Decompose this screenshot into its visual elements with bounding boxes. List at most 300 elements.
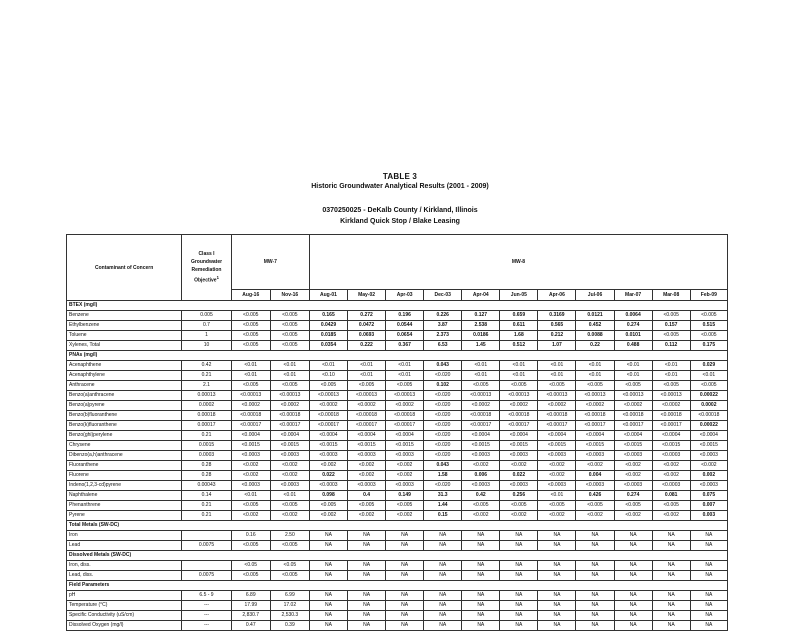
result-value: NA — [348, 561, 386, 571]
result-value: <0.020 — [424, 371, 462, 381]
result-value: <0.0015 — [576, 441, 614, 451]
result-value: NA — [576, 601, 614, 611]
result-value: <0.005 — [231, 541, 270, 551]
table-row — [67, 391, 728, 401]
result-value: <0.01 — [309, 361, 347, 371]
result-value: <0.005 — [500, 381, 538, 391]
result-value: <0.00013 — [500, 391, 538, 401]
section-label: PNAs (mg/l) — [67, 351, 728, 361]
result-value: <0.020 — [424, 451, 462, 461]
result-value: <0.002 — [538, 461, 576, 471]
result-value: <0.0003 — [538, 481, 576, 491]
result-value: 0.0121 — [576, 311, 614, 321]
result-value: <0.0002 — [614, 401, 652, 411]
result-value: NA — [652, 541, 690, 551]
result-value: 2.50 — [270, 531, 309, 541]
result-value: <0.0003 — [652, 451, 690, 461]
contaminant-header: Contaminant of Concern — [67, 235, 182, 301]
contaminant-name: Iron, diss. — [67, 561, 182, 571]
result-value: <0.002 — [538, 471, 576, 481]
result-value: <0.0002 — [270, 401, 309, 411]
result-value: 0.47 — [231, 621, 270, 631]
result-value: 0.0472 — [348, 321, 386, 331]
result-value: <0.00018 — [500, 411, 538, 421]
site-id: 0370250025 - DeKalb County / Kirkland, Illinois — [322, 207, 478, 214]
result-value: <0.01 — [538, 371, 576, 381]
result-value: <0.005 — [652, 311, 690, 321]
objective-value: 6.5 - 9 — [182, 591, 231, 601]
result-value: <0.0015 — [231, 441, 270, 451]
result-value: NA — [386, 571, 424, 581]
result-value: <0.00018 — [386, 411, 424, 421]
result-value: <0.005 — [231, 321, 270, 331]
table-row — [67, 571, 728, 581]
result-value: NA — [386, 531, 424, 541]
result-value: 0.0101 — [614, 331, 652, 341]
contaminant-name: Acenaphthene — [67, 361, 182, 371]
date-header: Feb-09 — [690, 290, 727, 301]
result-value: <0.0003 — [309, 481, 347, 491]
contaminant-name: Chrysene — [67, 441, 182, 451]
result-value: <0.005 — [462, 381, 500, 391]
result-value: 0.16 — [231, 531, 270, 541]
result-value: <0.020 — [424, 401, 462, 411]
result-value: <0.0015 — [500, 441, 538, 451]
result-value: <0.00013 — [614, 391, 652, 401]
result-value: 0.029 — [690, 361, 727, 371]
result-value: <0.005 — [270, 311, 309, 321]
result-value: <0.00017 — [576, 421, 614, 431]
result-value: <0.005 — [231, 341, 270, 351]
result-value: <0.01 — [462, 371, 500, 381]
result-value: <0.005 — [690, 381, 727, 391]
result-value: 0.426 — [576, 491, 614, 501]
result-value: NA — [462, 561, 500, 571]
objective-header-label: Class I Groundwater Remediation Objective — [190, 251, 223, 284]
result-value: NA — [348, 531, 386, 541]
result-value: NA — [614, 571, 652, 581]
section-row — [67, 581, 728, 591]
result-value: 0.274 — [614, 491, 652, 501]
result-value: NA — [462, 601, 500, 611]
result-value: NA — [576, 541, 614, 551]
result-value: 2.373 — [424, 331, 462, 341]
result-value: 0.022 — [500, 471, 538, 481]
result-value: <0.01 — [500, 361, 538, 371]
contaminant-name: Fluorene — [67, 471, 182, 481]
result-value: NA — [614, 611, 652, 621]
result-value: 0.452 — [576, 321, 614, 331]
result-value: <0.0003 — [690, 451, 727, 461]
result-value: NA — [348, 591, 386, 601]
result-value: <0.002 — [231, 471, 270, 481]
result-value: <0.020 — [424, 421, 462, 431]
objective-value: 0.21 — [182, 501, 231, 511]
result-value: NA — [538, 571, 576, 581]
result-value: <0.01 — [652, 361, 690, 371]
result-value: NA — [462, 571, 500, 581]
result-value: 0.081 — [652, 491, 690, 501]
contaminant-name: pH — [67, 591, 182, 601]
result-value: <0.0002 — [462, 401, 500, 411]
result-value: <0.0003 — [231, 481, 270, 491]
result-value: <0.0003 — [348, 481, 386, 491]
result-value: <0.0002 — [500, 401, 538, 411]
result-value: <0.00018 — [576, 411, 614, 421]
result-value: <0.005 — [231, 381, 270, 391]
result-value: 0.022 — [309, 471, 347, 481]
result-value: <0.005 — [652, 501, 690, 511]
result-value: 0.0354 — [309, 341, 347, 351]
result-value: <0.0003 — [270, 451, 309, 461]
result-value: NA — [538, 591, 576, 601]
table-row — [67, 411, 728, 421]
result-value: NA — [652, 611, 690, 621]
table-row — [67, 331, 728, 341]
result-value: <0.0002 — [652, 401, 690, 411]
table-row — [67, 621, 728, 631]
date-header: May-02 — [348, 290, 386, 301]
contaminant-name: Acenaphthylene — [67, 371, 182, 381]
result-value: 0.043 — [424, 461, 462, 471]
objective-value: 1 — [182, 331, 231, 341]
result-value: NA — [424, 611, 462, 621]
table-title: Historic Groundwater Analytical Results (2001 - 2009) — [311, 183, 489, 190]
result-value: 0.102 — [424, 381, 462, 391]
table-row — [67, 321, 728, 331]
result-value: 0.4 — [348, 491, 386, 501]
result-value: <0.00013 — [576, 391, 614, 401]
result-value: <0.002 — [348, 471, 386, 481]
result-value: 0.0654 — [386, 331, 424, 341]
result-value: <0.0004 — [500, 431, 538, 441]
result-value: <0.0003 — [614, 481, 652, 491]
table-row — [67, 441, 728, 451]
result-value: <0.002 — [576, 511, 614, 521]
result-value: <0.005 — [500, 501, 538, 511]
result-value: <0.002 — [690, 461, 727, 471]
section-row — [67, 351, 728, 361]
result-value: <0.00018 — [231, 411, 270, 421]
result-value: 0.565 — [538, 321, 576, 331]
result-value: <0.002 — [270, 511, 309, 521]
objective-value — [182, 561, 231, 571]
result-value: <0.005 — [348, 381, 386, 391]
table-row — [67, 461, 728, 471]
result-value: NA — [309, 611, 347, 621]
date-header: Apr-03 — [386, 290, 424, 301]
result-value: 0.222 — [348, 341, 386, 351]
result-value: <0.0003 — [309, 451, 347, 461]
result-value: <0.01 — [348, 361, 386, 371]
result-value: NA — [690, 571, 727, 581]
result-value: <0.0003 — [386, 451, 424, 461]
result-value: <0.005 — [386, 381, 424, 391]
date-header: Mar-07 — [614, 290, 652, 301]
result-value: <0.002 — [614, 461, 652, 471]
result-value: <0.00018 — [348, 411, 386, 421]
contaminant-name: Benzo(a)pyrene — [67, 401, 182, 411]
result-value: <0.002 — [652, 511, 690, 521]
result-value: NA — [652, 601, 690, 611]
result-value: <0.0003 — [576, 451, 614, 461]
result-value: <0.0003 — [614, 451, 652, 461]
groundwater-results-table — [66, 234, 728, 631]
result-value: NA — [348, 571, 386, 581]
result-value: <0.005 — [538, 381, 576, 391]
result-value: NA — [690, 531, 727, 541]
result-value: <0.005 — [270, 571, 309, 581]
contaminant-name: Lead — [67, 541, 182, 551]
result-value: <0.01 — [614, 361, 652, 371]
result-value: NA — [614, 591, 652, 601]
result-value: NA — [538, 531, 576, 541]
result-value: <0.00017 — [309, 421, 347, 431]
result-value: <0.0015 — [614, 441, 652, 451]
result-value: <0.01 — [386, 371, 424, 381]
result-value: NA — [500, 611, 538, 621]
result-value: <0.01 — [576, 371, 614, 381]
result-value: NA — [424, 571, 462, 581]
result-value: <0.005 — [231, 311, 270, 321]
result-value: <0.0003 — [652, 481, 690, 491]
result-value: <0.01 — [538, 491, 576, 501]
date-header: Aug-16 — [231, 290, 270, 301]
result-value: NA — [424, 601, 462, 611]
result-value: NA — [614, 561, 652, 571]
result-value: NA — [348, 541, 386, 551]
result-value: <0.002 — [652, 461, 690, 471]
result-value: NA — [538, 561, 576, 571]
result-value: 17.02 — [270, 601, 309, 611]
objective-value: 0.28 — [182, 471, 231, 481]
result-value: 0.39 — [270, 621, 309, 631]
table-row — [67, 401, 728, 411]
result-value: 0.149 — [386, 491, 424, 501]
table-row — [67, 471, 728, 481]
table-row — [67, 561, 728, 571]
result-value: 0.3169 — [538, 311, 576, 321]
result-value: NA — [424, 621, 462, 631]
result-value: NA — [576, 571, 614, 581]
result-value: 0.002 — [690, 471, 727, 481]
result-value: <0.0004 — [231, 431, 270, 441]
result-value: NA — [309, 601, 347, 611]
result-value: <0.005 — [270, 381, 309, 391]
result-value: 0.22 — [576, 341, 614, 351]
result-value: 0.0088 — [576, 331, 614, 341]
result-value: <0.0004 — [538, 431, 576, 441]
result-value: 0.15 — [424, 511, 462, 521]
objective-value: 0.0002 — [182, 401, 231, 411]
result-value: <0.005 — [538, 501, 576, 511]
result-value: <0.0004 — [576, 431, 614, 441]
table-row — [67, 591, 728, 601]
date-header: Aug-01 — [309, 290, 347, 301]
result-value: 0.004 — [576, 471, 614, 481]
result-value: <0.005 — [652, 331, 690, 341]
result-value: <0.002 — [386, 511, 424, 521]
result-value: NA — [614, 601, 652, 611]
result-value: <0.00017 — [538, 421, 576, 431]
result-value: 0.157 — [652, 321, 690, 331]
result-value: NA — [690, 621, 727, 631]
result-value: NA — [309, 541, 347, 551]
table-row — [67, 611, 728, 621]
section-label: BTEX (mg/l) — [67, 301, 728, 311]
objective-value: --- — [182, 611, 231, 621]
result-value: <0.005 — [576, 381, 614, 391]
result-value: <0.00018 — [538, 411, 576, 421]
result-value: <0.0002 — [576, 401, 614, 411]
result-value: <0.0002 — [386, 401, 424, 411]
table-row — [67, 381, 728, 391]
result-value: <0.005 — [270, 331, 309, 341]
result-value: 0.0693 — [348, 331, 386, 341]
contaminant-name: Naphthalene — [67, 491, 182, 501]
result-value: 1.58 — [424, 471, 462, 481]
contaminant-name: Benzo(b)fluoranthene — [67, 411, 182, 421]
result-value: 2,830.7 — [231, 611, 270, 621]
date-header: Apr-06 — [538, 290, 576, 301]
result-value: <0.0004 — [462, 431, 500, 441]
objective-value: 0.28 — [182, 461, 231, 471]
result-value: <0.01 — [614, 371, 652, 381]
result-value: <0.10 — [309, 371, 347, 381]
contaminant-name: Temperature (°C) — [67, 601, 182, 611]
result-value: NA — [652, 621, 690, 631]
objective-header — [182, 235, 231, 301]
objective-value: 0.005 — [182, 311, 231, 321]
result-value: <0.002 — [386, 461, 424, 471]
site-name: Kirkland Quick Stop / Blake Leasing — [340, 218, 460, 225]
section-row — [67, 551, 728, 561]
contaminant-name: Indeno(1,2,3-cd)pyrene — [67, 481, 182, 491]
result-value: <0.01 — [270, 361, 309, 371]
result-value: <0.0002 — [309, 401, 347, 411]
date-header: Mar-08 — [652, 290, 690, 301]
result-value: NA — [500, 621, 538, 631]
result-value: <0.005 — [270, 541, 309, 551]
result-value: 0.007 — [690, 501, 727, 511]
result-value: <0.002 — [309, 511, 347, 521]
result-value: NA — [652, 531, 690, 541]
result-value: 0.226 — [424, 311, 462, 321]
result-value: 3.87 — [424, 321, 462, 331]
result-value: <0.0003 — [386, 481, 424, 491]
objective-value: 0.0075 — [182, 571, 231, 581]
result-value: NA — [576, 611, 614, 621]
result-value: <0.0003 — [462, 451, 500, 461]
contaminant-name: Fluoranthene — [67, 461, 182, 471]
result-value: <0.00017 — [231, 421, 270, 431]
table-row — [67, 371, 728, 381]
result-value: <0.002 — [614, 511, 652, 521]
result-value: NA — [500, 541, 538, 551]
result-value: NA — [348, 601, 386, 611]
result-value: <0.0015 — [652, 441, 690, 451]
contaminant-name: Benzo(k)fluoranthene — [67, 421, 182, 431]
result-value: <0.00017 — [270, 421, 309, 431]
result-value: NA — [462, 591, 500, 601]
objective-value: 10 — [182, 341, 231, 351]
result-value: <0.005 — [614, 501, 652, 511]
table-row — [67, 541, 728, 551]
table-row — [67, 601, 728, 611]
result-value: <0.0003 — [270, 481, 309, 491]
contaminant-name: Xylenes, Total — [67, 341, 182, 351]
result-value: 31.3 — [424, 491, 462, 501]
result-value: <0.00013 — [270, 391, 309, 401]
result-value: 2,530.3 — [270, 611, 309, 621]
objective-value: 0.14 — [182, 491, 231, 501]
result-value: NA — [538, 621, 576, 631]
result-value: 0.0429 — [309, 321, 347, 331]
result-value: 1.44 — [424, 501, 462, 511]
table-row — [67, 481, 728, 491]
result-value: 1.45 — [462, 341, 500, 351]
result-value: <0.0004 — [386, 431, 424, 441]
contaminant-name: Phenanthrene — [67, 501, 182, 511]
result-value: <0.0004 — [348, 431, 386, 441]
result-value: <0.005 — [309, 501, 347, 511]
result-value: <0.01 — [576, 361, 614, 371]
objective-value: 0.00013 — [182, 391, 231, 401]
result-value: <0.005 — [652, 381, 690, 391]
result-value: <0.0004 — [690, 431, 727, 441]
result-value: NA — [424, 531, 462, 541]
result-value: <0.002 — [462, 461, 500, 471]
result-value: <0.002 — [500, 511, 538, 521]
result-value: 0.006 — [462, 471, 500, 481]
result-value: <0.0015 — [348, 441, 386, 451]
result-value: <0.020 — [424, 431, 462, 441]
table-row — [67, 451, 728, 461]
result-value: NA — [309, 591, 347, 601]
result-value: NA — [576, 621, 614, 631]
result-value: <0.005 — [231, 571, 270, 581]
result-value: NA — [538, 541, 576, 551]
result-value: <0.00018 — [690, 411, 727, 421]
objective-value: 0.00043 — [182, 481, 231, 491]
result-value: NA — [652, 571, 690, 581]
result-value: <0.005 — [348, 501, 386, 511]
objective-value: 0.7 — [182, 321, 231, 331]
result-value: <0.020 — [424, 441, 462, 451]
result-value: NA — [690, 591, 727, 601]
result-value: <0.0004 — [614, 431, 652, 441]
result-value: <0.0003 — [538, 451, 576, 461]
result-value: <0.00017 — [462, 421, 500, 431]
result-value: <0.0003 — [462, 481, 500, 491]
objective-value: 0.0075 — [182, 541, 231, 551]
result-value: <0.00018 — [309, 411, 347, 421]
objective-footnote: 1 — [216, 275, 219, 281]
result-value: <0.002 — [538, 511, 576, 521]
result-value: <0.0015 — [538, 441, 576, 451]
objective-value: 0.21 — [182, 511, 231, 521]
contaminant-name: Pyrene — [67, 511, 182, 521]
table-row — [67, 501, 728, 511]
table-row — [67, 511, 728, 521]
result-value: 0.003 — [690, 511, 727, 521]
table-row — [67, 531, 728, 541]
result-value: <0.002 — [576, 461, 614, 471]
result-value: NA — [348, 621, 386, 631]
result-value: <0.01 — [231, 371, 270, 381]
result-value: 0.272 — [348, 311, 386, 321]
result-value: NA — [309, 561, 347, 571]
